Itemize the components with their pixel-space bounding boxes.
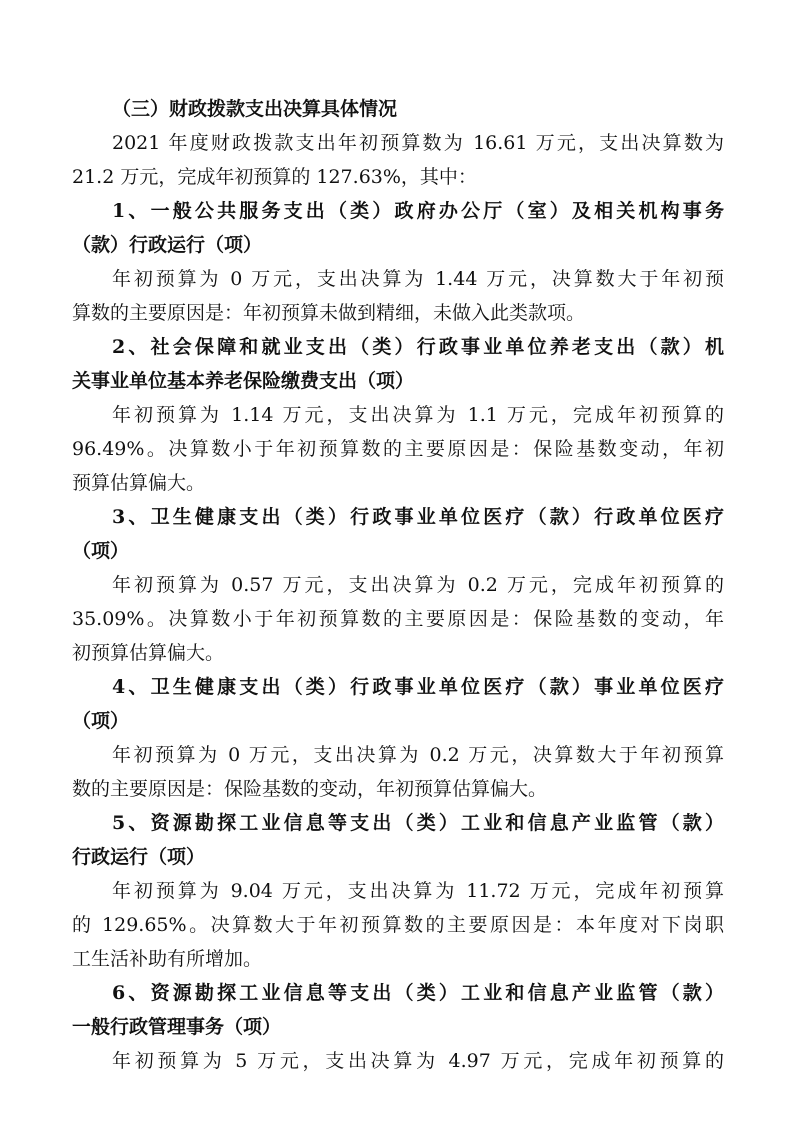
item-body: 年初预算为 0 万元，支出决算为 1.44 万元，决算数大于年初预 xyxy=(112,268,724,290)
item-heading: 1、一般公共服务支出（类）政府办公厅（室）及相关机构事务 xyxy=(112,200,724,222)
item-heading: 5、资源勘探工业信息等支出（类）工业和信息产业监管（款） xyxy=(112,812,724,834)
item-body: 数的主要原因是：保险基数的变动，年初预算估算偏大。 xyxy=(72,778,548,800)
item-body: 年初预算为 0.57 万元，支出决算为 0.2 万元，完成年初预算的 xyxy=(112,574,724,596)
item-body: 的 129.65%。决算数大于年初预算数的主要原因是：本年度对下岗职 xyxy=(72,914,724,936)
intro-line: 21.2 万元，完成年初预算的 127.63%，其中： xyxy=(72,166,477,188)
document-page xyxy=(72,92,724,1078)
item-heading: 一般行政管理事务（项） xyxy=(72,1016,282,1038)
item-body: 年初预算为 0 万元，支出决算为 0.2 万元，决算数大于年初预算 xyxy=(112,744,724,766)
item-heading: 6、资源勘探工业信息等支出（类）工业和信息产业监管（款） xyxy=(112,982,724,1004)
item-body: 预算估算偏大。 xyxy=(72,472,206,494)
item-heading: 4、卫生健康支出（类）行政事业单位医疗（款）事业单位医疗 xyxy=(112,676,724,698)
item-heading: 3、卫生健康支出（类）行政事业单位医疗（款）行政单位医疗 xyxy=(112,506,724,528)
item-heading: 2、社会保障和就业支出（类）行政事业单位养老支出（款）机 xyxy=(112,336,724,358)
intro-line: 2021 年度财政拨款支出年初预算数为 16.61 万元，支出决算数为 xyxy=(112,132,724,154)
item-heading: 行政运行（项） xyxy=(72,846,206,868)
item-heading: （项） xyxy=(72,710,130,732)
item-body: 年初预算为 5 万元，支出决算为 4.97 万元，完成年初预算的 xyxy=(112,1050,724,1072)
item-heading: （项） xyxy=(72,540,130,562)
item-heading: （款）行政运行（项） xyxy=(72,234,263,256)
item-body: 35.09%。决算数小于年初预算数的主要原因是：保险基数的变动，年 xyxy=(72,608,724,630)
item-body: 工生活补助有所增加。 xyxy=(72,948,263,970)
item-body: 96.49%。决算数小于年初预算数的主要原因是：保险基数变动，年初 xyxy=(72,438,724,460)
item-body: 年初预算为 1.14 万元，支出决算为 1.1 万元，完成年初预算的 xyxy=(112,404,724,426)
section-title: （三）财政拨款支出决算具体情况 xyxy=(112,98,398,120)
item-body: 年初预算为 9.04 万元，支出决算为 11.72 万元，完成年初预算 xyxy=(112,880,724,902)
item-body: 算数的主要原因是：年初预算未做到精细，未做入此类款项。 xyxy=(72,302,586,324)
item-heading: 关事业单位基本养老保险缴费支出（项） xyxy=(72,370,415,392)
item-body: 初预算估算偏大。 xyxy=(72,642,225,664)
